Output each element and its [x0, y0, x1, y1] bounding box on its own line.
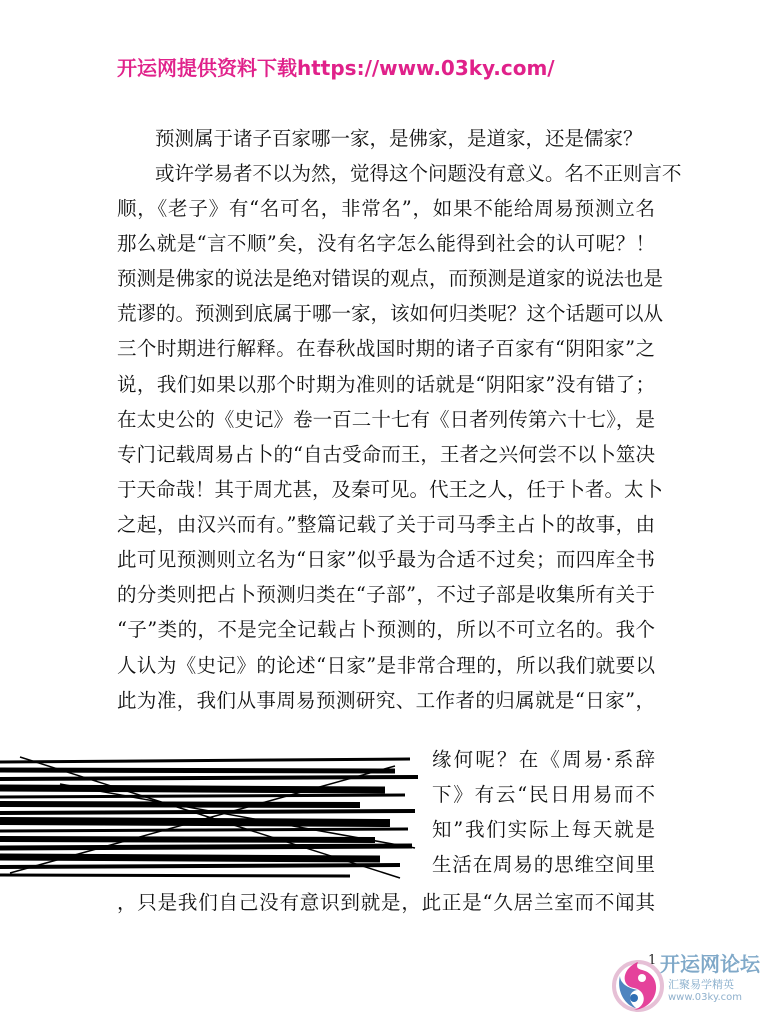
forum-watermark-logo [612, 948, 762, 1018]
article-line: 说，我们如果以那个时期为准则的话就是“阴阳家”没有错了； [117, 373, 655, 396]
article-line: 预测是佛家的说法是绝对错误的观点，而预测是道家的说法也是 [117, 267, 664, 290]
article-line: 荒谬的。预测到底属于哪一家，该如何归类呢？这个话题可以从 [117, 302, 664, 325]
article-line: 那么就是“言不顺”矣，没有名字怎么能得到社会的认可呢？！ [117, 232, 655, 255]
article-line: 此可见预测则立名为“日家”似乎最为合适不过矣；而四库全书 [117, 548, 655, 571]
page-number: 1 [648, 953, 657, 968]
article-line: 人认为《史记》的论述“日家”是非常合理的，所以我们就要以 [117, 654, 655, 677]
watermark-title: 开运网论坛 [660, 952, 760, 976]
download-header-link[interactable]: 开运网提供资料下载https://www.03ky.com/ [117, 56, 555, 80]
article-line: 在太史公的《史记》卷一百二十七有《日者列传第六十七》，是 [117, 408, 655, 431]
article-line: 缘何呢？在《周易·系辞 [432, 748, 655, 771]
watermark-subtitle: 汇聚易学精英 [668, 978, 734, 991]
redaction-scribble [0, 748, 425, 898]
article-line: 顺，《老子》有“名可名，非常名”，如果不能给周易预测立名 [117, 197, 655, 220]
yin-yang-swirl-icon [612, 954, 664, 1014]
article-line: 三个时期进行解释。在春秋战国时期的诸子百家有“阴阳家”之 [117, 337, 655, 360]
article-line: 下》有云“民日用易而不 [432, 783, 655, 806]
article-line: “子”类的，不是完全记载占卜预测的，所以不可立名的。我个 [117, 618, 655, 641]
article-line: 此为准，我们从事周易预测研究、工作者的归属就是“日家”， [117, 689, 655, 712]
article-line: 于天命哉！其于周尤甚，及秦可见。代王之人，任于卜者。太卜 [117, 478, 664, 501]
article-line: ，只是我们自己没有意识到就是，此正是“久居兰室而不闻其 [117, 891, 655, 914]
article-line: 之起，由汉兴而有。”整篇记载了关于司马季主占卜的故事，由 [117, 513, 655, 536]
watermark-url: www.03ky.com [668, 992, 742, 1003]
article-line: 或许学易者不以为然，觉得这个问题没有意义。名不正则言不 [155, 162, 682, 185]
article-line: 预测属于诸子百家哪一家，是佛家，是道家，还是儒家？ [155, 127, 643, 150]
article-line: 生活在周易的思维空间里 [432, 853, 655, 876]
article-line: 专门记载周易占卜的“自古受命而王，王者之兴何尝不以卜筮决 [117, 443, 655, 466]
article-line: 的分类则把占卜预测归类在“子部”，不过子部是收集所有关于 [117, 583, 655, 606]
article-line: 知”我们实际上每天就是 [432, 818, 655, 841]
